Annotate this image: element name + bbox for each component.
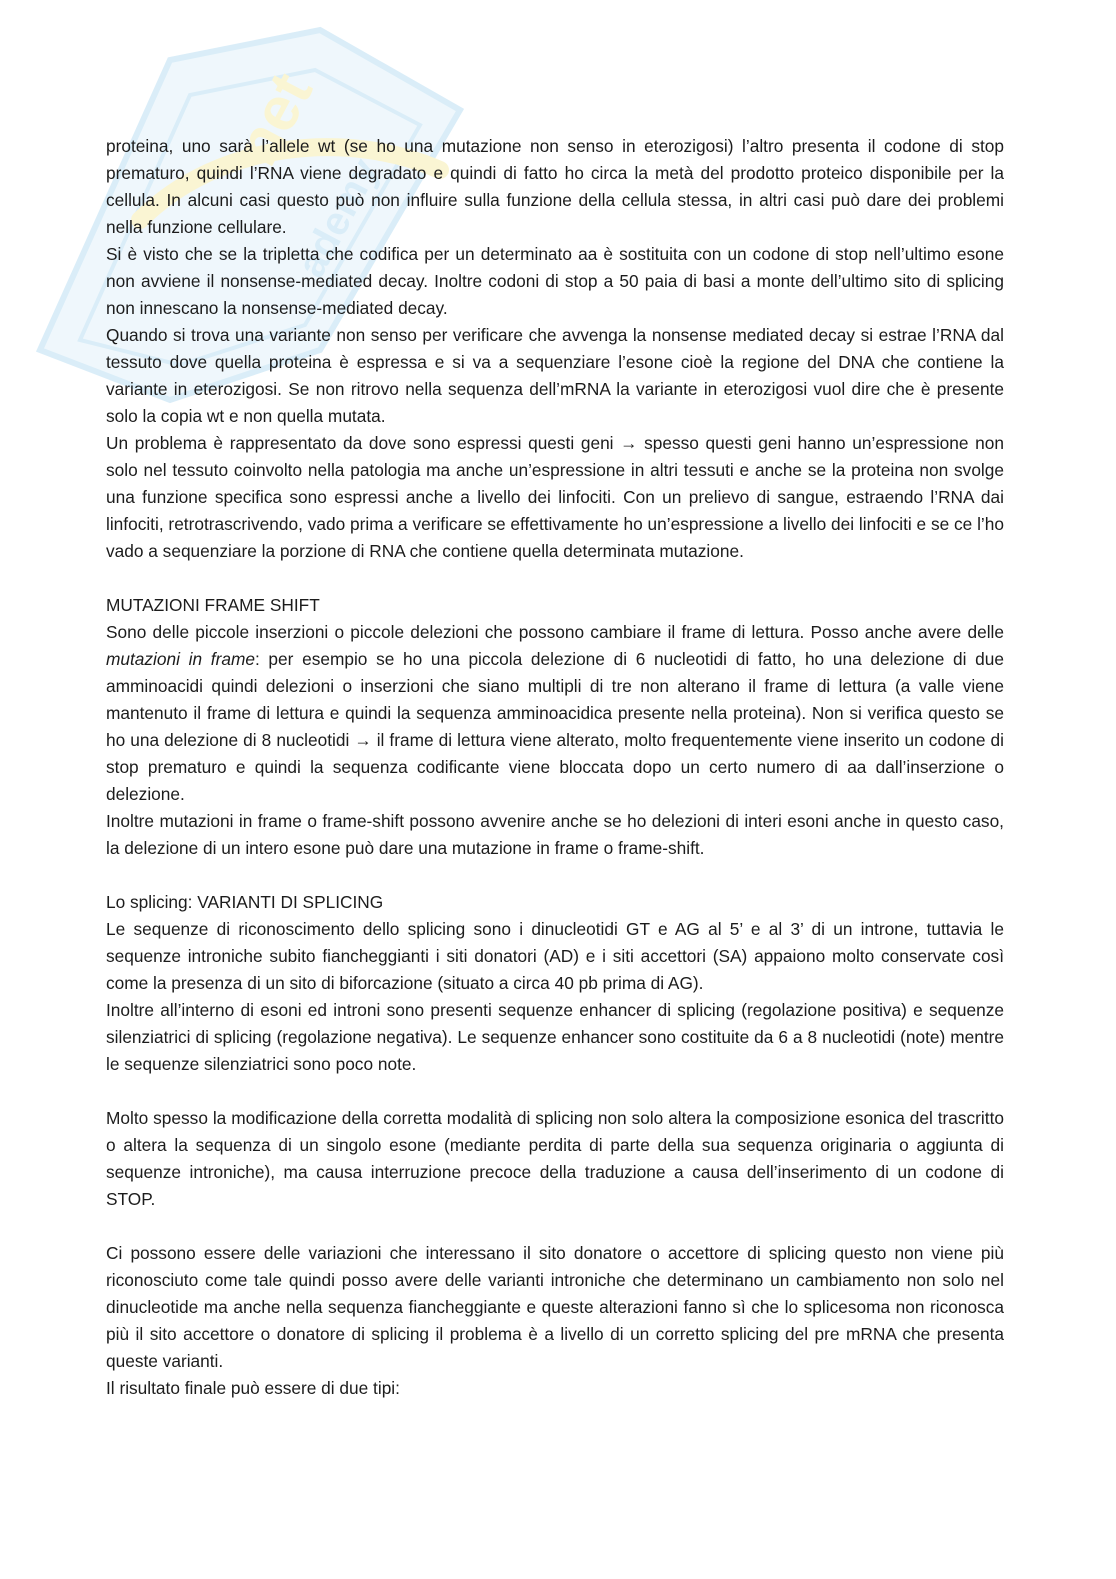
frameshift-text-end: : per esempio se ho una piccola delezione di 6 nucleotidi di fatto, ho una delezione di due amminoacidi quindi delezioni o inserzioni che siano multipli di tre non alterano il frame di lettura (a valle viene mantenuto il frame di lettura e quindi la sequenza amminoacidica presente nella proteina). Non si verifica questo se ho una delezione di 8 nucleotidi → il frame di lettura viene alterato, molto frequentemente viene inserito un codone di stop prematuro e quindi la sequenza codificante viene bloccata dopo un certo numero di aa dall’inserzione o delezione. — [106, 649, 1004, 804]
paragraph-frameshift-exon-deletions: Inoltre mutazioni in frame o frame-shift possono avvenire anche se ho delezioni di interi esoni anche in questo caso, la delezione di un intero esone può dare una mutazione in frame o frame-shift. — [106, 811, 1004, 858]
paragraph-splicing-modification: Molto spesso la modificazione della corretta modalità di splicing non solo altera la composizione esonica del trascritto o altera la sequenza di un singolo esone (mediante perdita di parte della sua sequenza originaria o aggiunta di sequenze introniche), ma causa interruzione precoce della traduzione a causa dell’inserimento di un codone di STOP. — [106, 1108, 1004, 1209]
spacer — [106, 565, 1004, 592]
frameshift-text-start: Sono delle piccole inserzioni o piccole delezioni che possono cambiare il frame di lettura. Posso anche avere delle — [106, 622, 1004, 642]
watermark-text-2: ademy — [289, 151, 388, 285]
section-heading-splicing: Lo splicing: VARIANTI DI SPLICING — [106, 892, 384, 912]
paragraph-final-result: Il risultato finale può essere di due tipi: — [106, 1378, 400, 1398]
section-heading-frameshift: MUTAZIONI FRAME SHIFT — [106, 595, 320, 615]
paragraph-frameshift-definition — [106, 619, 1004, 808]
paragraph-nmd-verification: Quando si trova una variante non senso per verificare che avvenga la nonsense mediated decay si estrae l’RNA dal tessuto dove quella proteina è espressa e si va a sequenziare l’esone cioè la regione del DNA che contiene la variante in eterozigosi. Se non ritrovo nella sequenza dell’mRNA la variante in eterozigosi vuol dire che è presente solo la copia wt e non quella mutata. — [106, 325, 1004, 426]
paragraph-nmd-last-exon: Si è visto che se la tripletta che codifica per un determinato aa è sostituita con un codone di stop nell’ultimo esone non avviene il nonsense-mediated decay. Inoltre codoni di stop a 50 paia di basi a monte dell’ultimo sito di splicing non innescano la nonsense-mediated decay. — [106, 244, 1004, 318]
spacer — [106, 862, 1004, 889]
spacer — [106, 1213, 1004, 1240]
paragraph-splicing-variants: Ci possono essere delle variazioni che interessano il sito donatore o accettore di splicing questo non viene più riconosciuto come tale quindi posso avere delle varianti introniche che determinano un cambiamento non solo nel dinucleotide ma anche nella sequenza fiancheggiante e queste alterazioni fanno sì che lo splicesoma non riconosca più il sito accettore o donatore di splicing il problema è a livello di un corretto splicing del pre mRNA che presenta queste varianti. — [106, 1243, 1004, 1371]
document-body — [106, 133, 1004, 1402]
paragraph-gene-expression: Un problema è rappresentato da dove sono espressi questi geni → spesso questi geni hanno un’espressione non solo nel tessuto coinvolto nella patologia ma anche un’espressione in altri tessuti e anche se la proteina non svolge una funzione specifica sono espressi anche a livello dei linfociti. Con un prelievo di sangue, estraendo l’RNA dai linfociti, retrotrascrivendo, vado prima a verificare se effettivamente ho un’espressione a livello dei linfociti e se ce l’ho vado a sequenziare la porzione di RNA che contiene quella determinata mutazione. — [106, 433, 1004, 561]
paragraph-splicing-recognition: Le sequenze di riconoscimento dello splicing sono i dinucleotidi GT e AG al 5’ e al 3’ di un introne, tuttavia le sequenze introniche subito fiancheggianti i siti donatori (AD) e i siti accettori (SA) appaiono molto conservate così come la presenza di un sito di biforcazione (situato a circa 40 pb prima di AG). — [106, 919, 1004, 993]
paragraph-splicing-enhancers: Inoltre all’interno di esoni ed introni sono presenti sequenze enhancer di splicing (regolazione positiva) e sequenze silenziatrici di splicing (regolazione negativa). Le sequenze enhancer sono costituite da 6 a 8 nucleotidi (note) mentre le sequenze silenziatrici sono poco note. — [106, 1000, 1004, 1074]
frameshift-italic-term: mutazioni in frame — [106, 649, 255, 669]
watermark-text-1: net — [221, 62, 327, 177]
paragraph-nmd-intro: proteina, uno sarà l’allele wt (se ho una mutazione non senso in eterozigosi) l’altro presenta il codone di stop prematuro, quindi l’RNA viene degradato e quindi di fatto ho circa la metà del prodotto proteico disponibile per la cellula. In alcuni casi questo può non influire sulla funzione della cellula stessa, in altri casi può dare dei problemi nella funzione cellulare. — [106, 136, 1004, 237]
spacer — [106, 1078, 1004, 1105]
